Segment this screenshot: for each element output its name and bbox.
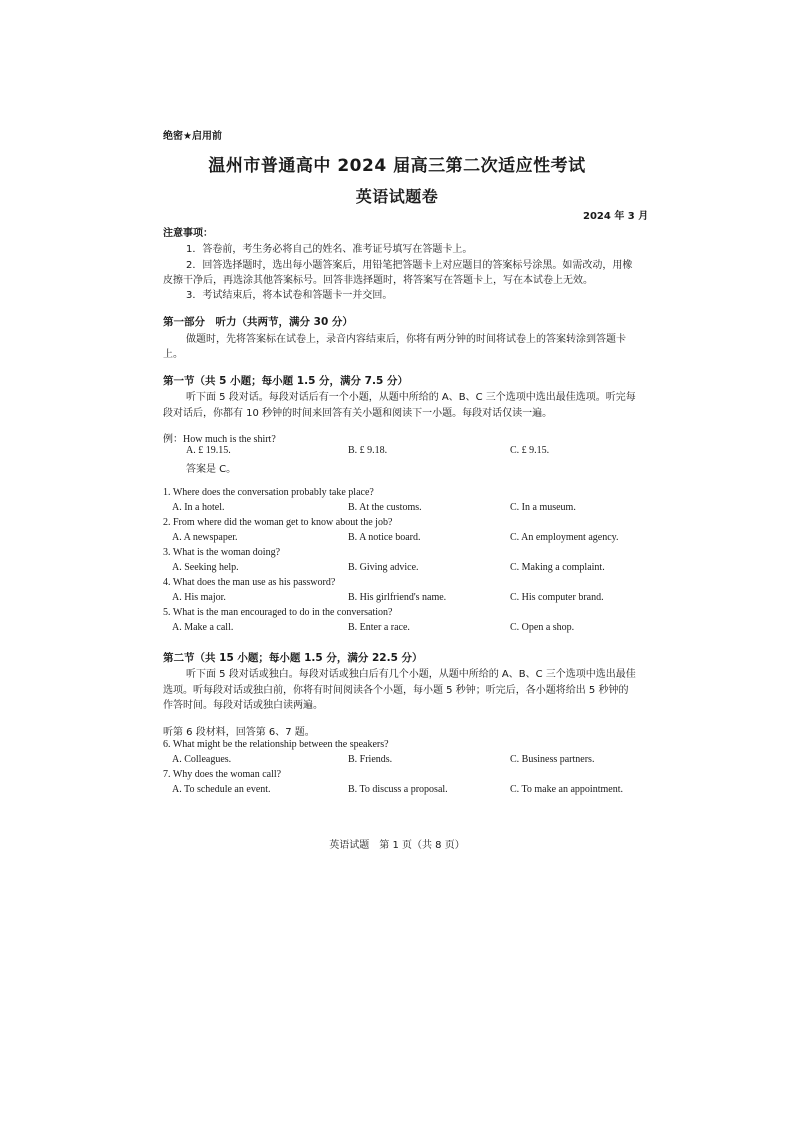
example-option-a: A. £ 19.15. [186,445,231,456]
question-1: 1. Where does the conversation probably take place? [163,487,374,498]
exam-subtitle: 英语试题卷 [355,187,439,206]
note-item-3: 3．考试结束后，将本试卷和答题卡一并交回。 [186,290,393,301]
section1-heading: 第一节（共 5 小题；每小题 1.5 分，满分 7.5 分） [163,375,408,387]
example-answer: 答案是 C。 [186,464,237,475]
section1-desc-line-2: 段对话后，你都有 10 秒钟的时间来回答有关小题和阅读下一小题。每段对话仅读一遍。 [163,408,553,419]
question-3-option-c: C. Making a complaint. [510,562,605,573]
section1-desc-line-1: 听下面 5 段对话。每段对话后有一个小题，从题中所给的 A、B、C 三个选项中选出最佳选项。听完每 [186,392,636,403]
question-5-option-a: A. Make a call. [172,622,234,633]
question-7-option-c: C. To make an appointment. [510,784,623,795]
exam-title: 温州市普通高中 2024 届高三第二次适应性考试 [208,156,586,176]
question-7: 7. Why does the woman call? [163,769,282,780]
question-3: 3. What is the woman doing? [163,547,281,558]
question-4-option-a: A. His major. [172,592,226,603]
example-option-b: B. £ 9.18. [348,445,388,456]
question-1-option-b: B. At the customs. [348,502,422,513]
question-2-option-b: B. A notice board. [348,532,421,543]
question-2: 2. From where did the woman get to know about the job? [163,517,393,528]
question-4: 4. What does the man use as his password? [163,577,336,588]
question-1-option-a: A. In a hotel. [172,502,225,513]
question-7-option-a: A. To schedule an event. [172,784,271,795]
question-5-option-b: B. Enter a race. [348,622,410,633]
section2-heading: 第二节（共 15 小题；每小题 1.5 分，满分 22.5 分） [163,652,423,664]
question-6-option-b: B. Friends. [348,754,393,765]
question-6-option-a: A. Colleagues. [172,754,232,765]
question-3-option-a: A. Seeking help. [172,562,239,573]
part1-desc-line-1: 做题时，先将答案标在试卷上，录音内容结束后，你将有两分钟的时间将试卷上的答案转涂到答题卡 [186,334,626,345]
question-4-option-c: C. His computer brand. [510,592,604,603]
section2-desc-line-1: 听下面 5 段对话或独白。每段对话或独白后有几个小题，从题中所给的 A、B、C 三个选项中选出最佳 [186,669,636,680]
question-5: 5. What is the man encouraged to do in the conversation? [163,607,393,618]
question-2-option-c: C. An employment agency. [510,532,619,543]
section2-desc-line-2: 选项。听每段对话或独白前，你将有时间阅读各个小题，每小题 5 秒钟；听完后，各小题将给出 5 秒钟的 [163,685,629,696]
notes-heading: 注意事项： [163,228,213,239]
note-item-1: 1．答卷前，考生务必将自己的姓名、准考证号填写在答题卡上。 [186,244,473,255]
confidential-label: 绝密★启用前 [163,131,222,142]
question-1-option-c: C. In a museum. [510,502,576,513]
note-item-2-line-2: 皮擦干净后，再选涂其他答案标号。回答非选择题时，将答案写在答题卡上，写在本试卷上无效。 [163,275,593,286]
page-footer: 英语试题 第 1 页（共 8 页） [329,840,465,851]
question-6: 6. What might be the relationship between the speakers? [163,739,389,750]
section2-desc-line-3: 作答时间。每段对话或独白读两遍。 [163,700,323,711]
example-option-c: C. £ 9.15. [510,445,550,456]
question-3-option-b: B. Giving advice. [348,562,419,573]
exam-date: 2024 年 3 月 [583,211,649,222]
question-2-option-a: A. A newspaper. [172,532,238,543]
note-item-2-line-1: 2．回答选择题时，选出每小题答案后，用铅笔把答题卡上对应题目的答案标号涂黑。如需改动，用橡 [186,260,633,271]
question-5-option-c: C. Open a shop. [510,622,575,633]
part1-heading: 第一部分 听力（共两节，满分 30 分） [163,316,353,328]
material-instruction: 听第 6 段材料，回答第 6、7 题。 [163,727,315,738]
example-question: 例：How much is the shirt? [163,434,276,445]
question-4-option-b: B. His girlfriend's name. [348,592,447,603]
question-7-option-b: B. To discuss a proposal. [348,784,448,795]
question-6-option-c: C. Business partners. [510,754,595,765]
part1-desc-line-2: 上。 [163,349,183,360]
